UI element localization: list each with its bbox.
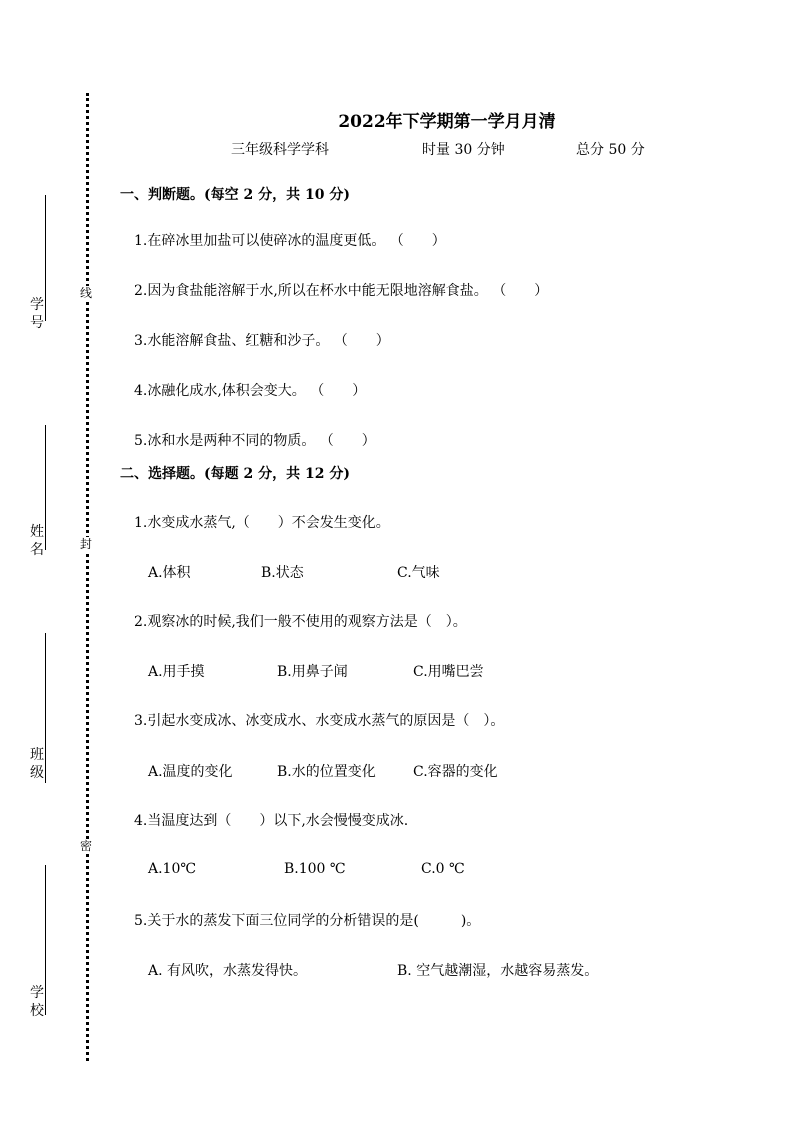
mc4-option-c: C.0 ℃ [421,861,465,877]
section1-heading: 一、判断题。(每空 2 分，共 10 分) [120,187,350,203]
mc2-option-a: A.用手摸 [148,664,205,680]
total-score: 总分 50 分 [576,142,645,158]
tf-question-5: 5.冰和水是两种不同的物质。 （ ） [134,433,376,449]
page-title: 2022年下学期第一学月月清 [338,112,556,132]
mc1-option-a: A.体积 [148,565,191,581]
grade-subject: 三年级科学学科 [231,142,329,158]
tf-question-1: 1.在碎冰里加盐可以使碎冰的温度更低。 （ ） [134,233,446,249]
mc-question-4: 4.当温度达到（ ）以下,水会慢慢变成冰. [134,813,409,829]
label-school: 学 校 [30,985,44,1019]
section2-heading: 二、选择题。(每题 2 分，共 12 分) [120,466,350,482]
mc2-option-b: B.用鼻子闻 [277,664,348,680]
label-class: 班 级 [30,747,44,781]
exam-time: 时量 30 分钟 [422,142,505,158]
mc-question-5: 5.关于水的蒸发下面三位同学的分析错误的是( )。 [134,913,481,929]
mc4-option-a: A.10℃ [148,861,197,877]
student-no-line [45,195,46,321]
tf-question-4: 4.冰融化成水,体积会变大。 （ ） [134,383,367,399]
label-name: 姓 名 [30,524,44,558]
mc1-option-c: C.气味 [397,565,440,581]
name-line [45,425,46,550]
class-line [45,633,46,783]
tf-question-3: 3.水能溶解食盐、红糖和沙子。 （ ） [134,333,390,349]
mc-question-3: 3.引起水变成冰、冰变成水、水变成水蒸气的原因是（ ）。 [134,713,505,729]
mc4-option-b: B.100 ℃ [284,861,346,877]
mc3-option-b: B.水的位置变化 [277,764,376,780]
school-line [45,865,46,1015]
margin-mark-feng: 封 [79,537,92,551]
mc3-option-c: C.容器的变化 [413,764,498,780]
mc5-option-a: A. 有风吹，水蒸发得快。 [148,963,308,979]
label-student-no: 学 号 [30,297,44,331]
margin-mark-mi: 密 [79,839,92,853]
mc5-option-b: B. 空气越潮湿，水越容易蒸发。 [397,963,599,979]
mc-question-1: 1.水变成水蒸气,（ ）不会发生变化。 [134,515,390,531]
margin-mark-xian: 线 [79,286,92,300]
tf-question-2: 2.因为食盐能溶解于水,所以在杯水中能无限地溶解食盐。 （ ） [134,283,549,299]
binding-dotted-line [86,93,89,1061]
mc1-option-b: B.状态 [261,565,304,581]
mc-question-2: 2.观察冰的时候,我们一般不使用的观察方法是（ ）。 [134,614,467,630]
mc3-option-a: A.温度的变化 [148,764,233,780]
mc2-option-c: C.用嘴巴尝 [413,664,484,680]
